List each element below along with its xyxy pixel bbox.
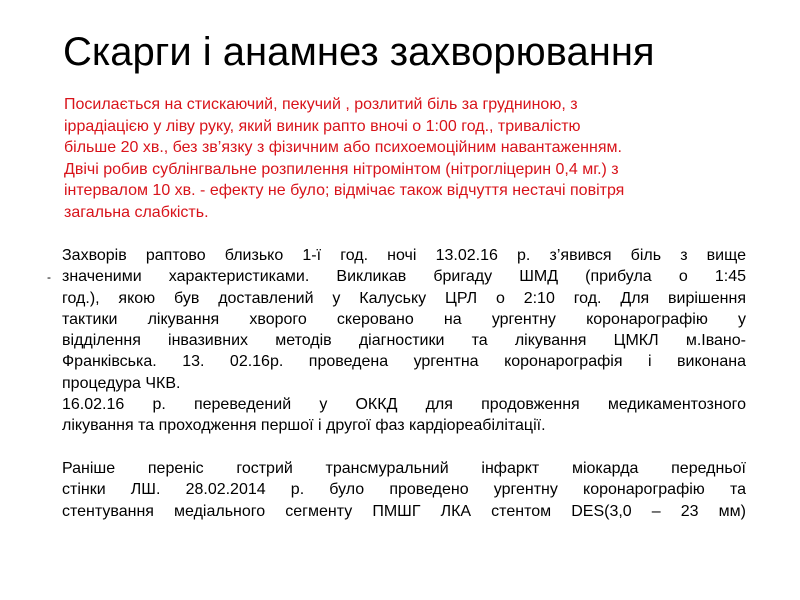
complaints-line: інтервалом 10 хв. - ефекту не було; відмічає також відчуття нестачі повітря bbox=[64, 182, 625, 199]
history-line: год.), якою був доставлений у Калуську ЦРЛ о 2:10 год. Для вирішення bbox=[62, 289, 746, 307]
complaints-line: більше 20 хв., без зв’язку з фізичним або психоемоційним навантаженням. bbox=[64, 139, 622, 156]
complaints-line: Посилається на стискаючий, пекучий , розлитий біль за грудниною, з bbox=[64, 96, 578, 113]
history-paragraph-onset bbox=[62, 245, 746, 394]
history-line: значеними характеристиками. Викликав бригаду ШМД (прибула о 1:45 bbox=[62, 268, 746, 286]
history-line: лікування та проходження першої і другої фаз кардіореабілітації. bbox=[62, 417, 546, 435]
slide-title: Скарги і анамнез захворювання bbox=[63, 30, 655, 74]
paragraph-spacer bbox=[62, 437, 746, 458]
history-line: 16.02.16 р. переведений у ОККД для продовження медикаментозного bbox=[62, 396, 746, 414]
history-line: Захворів раптово близько 1-ї год. ночі 13.02.16 р. з’явився біль з вище bbox=[62, 247, 746, 264]
history-line: Раніше переніс гострий трансмуральний інфаркт міокарда передньої bbox=[62, 459, 746, 477]
complaints-text bbox=[64, 94, 776, 223]
complaints-line: Двічі робив сублінгвальне розпилення нітромінтом (нітрогліцерин 0,4 мг.) з bbox=[64, 160, 619, 178]
history-line: Франківська. 13. 02.16р. проведена ургентна коронарографія і виконана bbox=[62, 353, 746, 371]
history-paragraph-transfer bbox=[62, 394, 746, 437]
history-line: стентування медіального сегменту ПМШГ ЛКА стентом DES(3,0 – 23 мм) bbox=[62, 502, 746, 520]
complaints-line: загальна слабкість. bbox=[64, 203, 209, 221]
history-paragraph-previous-infarction bbox=[62, 458, 746, 522]
history-line: тактики лікування хворого скеровано на ургентну коронарографію у bbox=[62, 310, 746, 328]
history-line: стінки ЛШ. 28.02.2014 р. було проведено ургентну коронарографію та bbox=[62, 481, 746, 499]
history-line: відділення інвазивних методів діагностики та лікування ЦМКЛ м.Івано- bbox=[62, 332, 746, 350]
bullet-mark: - bbox=[47, 270, 51, 284]
history-line: процедура ЧКВ. bbox=[62, 374, 181, 392]
complaints-line: іррадіацією у ліву руку, який виник рапто вночі о 1:00 год., тривалістю bbox=[64, 117, 581, 135]
disease-history bbox=[62, 245, 746, 522]
